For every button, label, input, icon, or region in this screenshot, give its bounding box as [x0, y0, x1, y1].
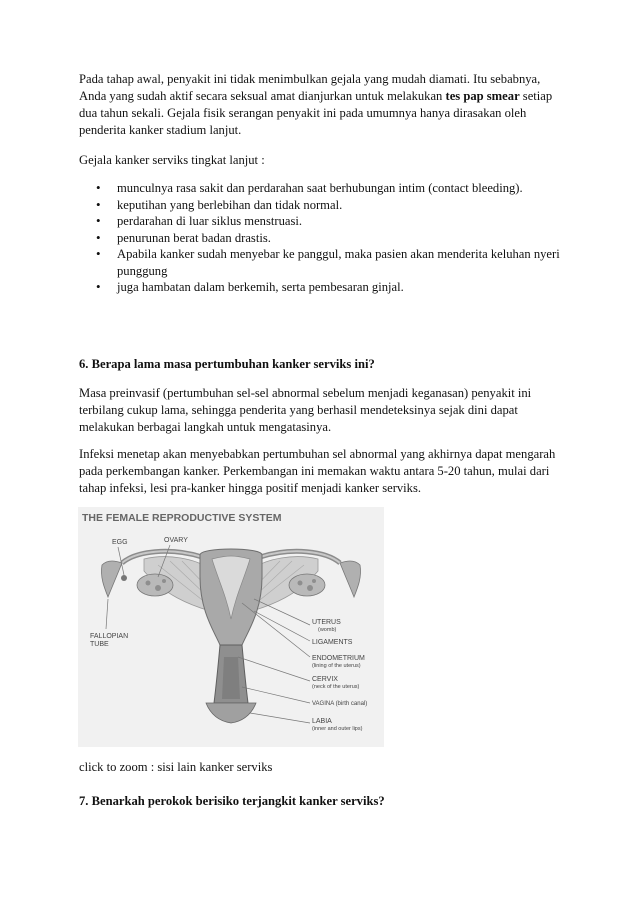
- intro-text-1: Pada tahap awal, penyakit ini tidak menimbulkan gejala yang mudah diamati. Itu sebabnya, Anda yang sudah aktif secara seksual amat dianjurkan untuk melakukan: [79, 72, 541, 103]
- intro-bold-term: tes pap smear: [445, 89, 520, 103]
- label-labia-1: LABIA: [312, 718, 332, 725]
- section-6-heading: 6. Berapa lama masa pertumbuhan kanker serviks ini?: [79, 357, 375, 371]
- label-uterus-2: (womb): [318, 627, 337, 633]
- section-7-heading: 7. Benarkah perokok berisiko terjangkit kanker serviks?: [79, 794, 385, 808]
- list-item: • munculnya rasa sakit dan perdarahan saat berhubungan intim (contact bleeding).: [79, 180, 569, 197]
- list-item: • Apabila kanker sudah menyebar ke panggul, maka pasien akan menderita keluhan nyeri punggung: [79, 246, 569, 279]
- list-item: • perdarahan di luar siklus menstruasi.: [79, 213, 569, 230]
- section-6-paragraph-1: Masa preinvasif (pertumbuhan sel-sel abnormal sebelum menjadi keganasan) penyakit ini terbilang cukup lama, sehingga penderita yang berhasil mendeteksinya sejak dini dapat melakukan berbagai langkah untuk mengatasinya.: [79, 386, 532, 434]
- figure-title: THE FEMALE REPRODUCTIVE SYSTEM: [82, 512, 282, 524]
- label-labia-2: (inner and outer lips): [312, 726, 363, 732]
- list-item: • penurunan berat badan drastis.: [79, 230, 569, 247]
- figure-caption: click to zoom : sisi lain kanker serviks: [79, 760, 273, 774]
- label-fallopian-1: FALLOPIAN: [90, 633, 129, 640]
- label-vagina: VAGINA (birth canal): [312, 701, 368, 707]
- egg-dot: [121, 575, 127, 581]
- label-ligaments: LIGAMENTS: [312, 639, 353, 646]
- symptoms-heading: Gejala kanker serviks tingkat lanjut :: [79, 153, 265, 167]
- symptoms-list: [79, 180, 569, 296]
- label-cervix-2: (neck of the uterus): [312, 684, 360, 690]
- intro-paragraph: [79, 71, 569, 139]
- label-ovary: OVARY: [164, 537, 188, 544]
- reproductive-system-figure[interactable]: [78, 507, 384, 747]
- list-item: • juga hambatan dalam berkemih, serta pembesaran ginjal.: [79, 279, 569, 296]
- label-uterus-1: UTERUS: [312, 619, 341, 626]
- label-egg: EGG: [112, 539, 128, 546]
- list-item: • keputihan yang berlebihan dan tidak normal.: [79, 197, 569, 214]
- section-6-paragraph-2: Infeksi menetap akan menyebabkan pertumbuhan sel abnormal yang akhirnya dapat mengarah pada perkembangan kanker. Perkembangan ini memakan waktu antara 5-20 tahun, mulai dari tahap infeksi, lesi pra-kanker hingga positif menjadi kanker serviks.: [79, 447, 556, 495]
- label-endometrium-2: (lining of the uterus): [312, 663, 361, 669]
- reproductive-system-diagram: [78, 507, 384, 747]
- intro-text-2: setiap dua tahun sekali. Gejala fisik serangan penyakit ini pada umumnya hanya dirasakan oleh penderita kanker stadium lanjut.: [79, 89, 553, 137]
- label-cervix-1: CERVIX: [312, 676, 338, 683]
- label-fallopian-2: TUBE: [90, 641, 109, 648]
- label-endometrium-1: ENDOMETRIUM: [312, 655, 365, 662]
